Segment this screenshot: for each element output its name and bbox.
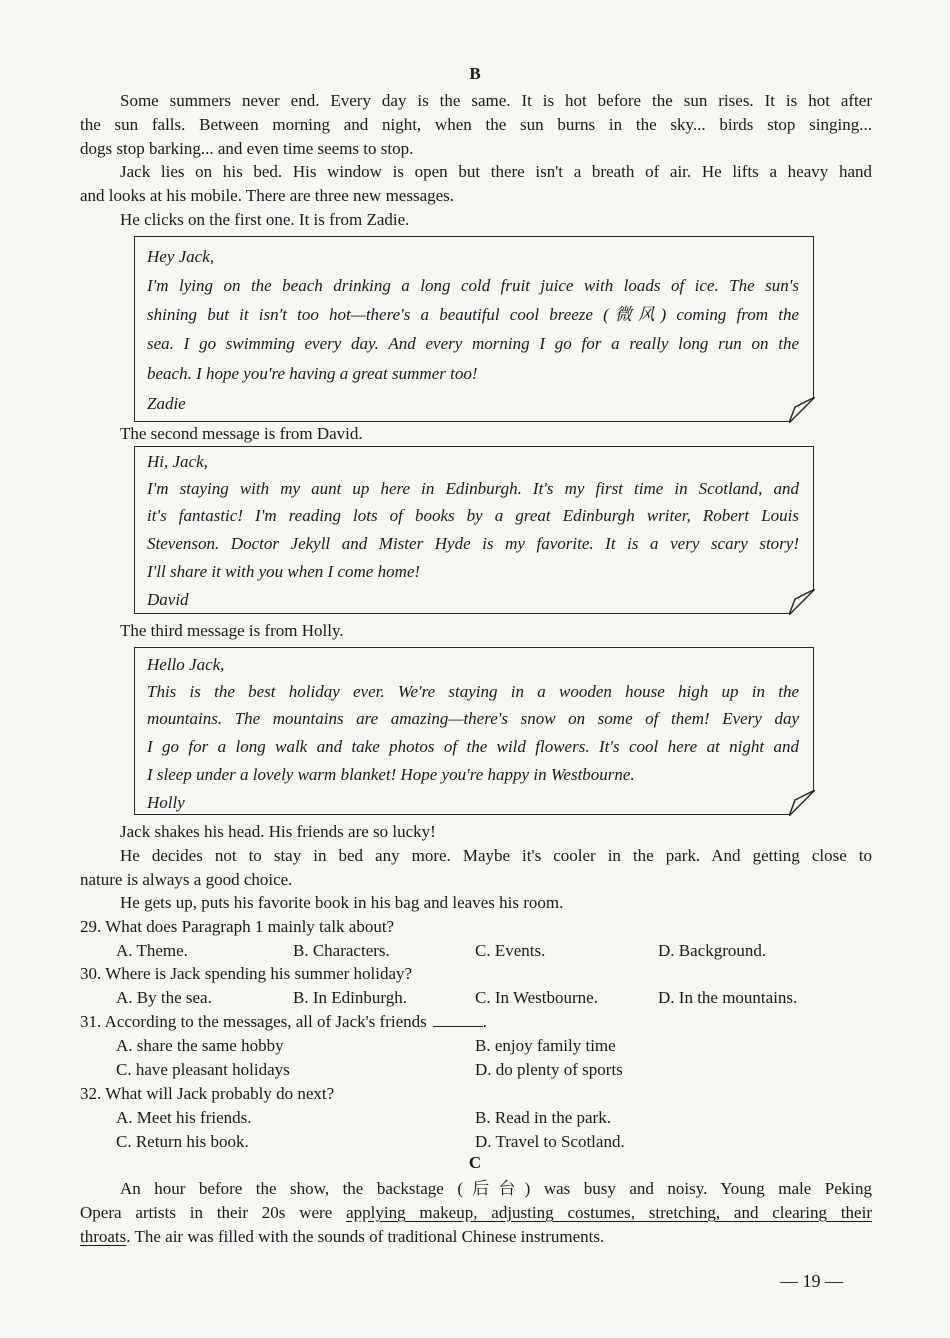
q29-option-b: B. Characters. <box>293 941 390 960</box>
message-box-zadie <box>134 236 814 422</box>
q32-option-a: A. Meet his friends. <box>116 1108 252 1127</box>
c-para-line2 <box>80 1201 872 1225</box>
c-para-line3-rest: . The air was filled with the sounds of traditional Chinese instruments. <box>126 1227 605 1246</box>
q31-option-b: B. enjoy family time <box>475 1036 616 1055</box>
msg2-line3: Stevenson. Doctor Jekyll and Mister Hyde is my favorite. It is a very scary story! <box>147 534 799 553</box>
page-fold-icon <box>789 397 815 423</box>
question-31-end: . <box>482 1012 488 1031</box>
msg3-signature: Holly <box>147 793 185 812</box>
msg2-greeting: Hi, Jack, <box>147 452 208 471</box>
section-b-heading: B <box>469 64 481 83</box>
page-fold-icon <box>789 589 815 615</box>
answer-blank <box>433 1010 483 1027</box>
para3: He clicks on the first one. It is from Zadie. <box>120 210 410 229</box>
msg1-line3: sea. I go swimming every day. And every morning I go for a really long run on the <box>147 334 799 353</box>
q30-option-b: B. In Edinburgh. <box>293 988 407 1007</box>
msg1-signature: Zadie <box>147 394 186 413</box>
message-box-holly <box>134 647 814 815</box>
msg3-greeting: Hello Jack, <box>147 655 225 674</box>
msg2-line4: I'll share it with you when I come home! <box>147 562 421 581</box>
para4: Jack shakes his head. His friends are so lucky! <box>120 822 436 841</box>
section-c-heading: C <box>468 1153 482 1172</box>
q32-option-b: B. Read in the park. <box>475 1108 611 1127</box>
intro-third-message: The third message is from Holly. <box>120 621 344 640</box>
q30-option-d: D. In the mountains. <box>658 988 798 1007</box>
question-31-text: 31. According to the messages, all of Jack's friends <box>80 1012 427 1031</box>
q31-option-c: C. have pleasant holidays <box>116 1060 290 1079</box>
c-para-line3 <box>80 1225 872 1249</box>
msg1-line4: beach. I hope you're having a great summer too! <box>147 364 478 383</box>
question-30: 30. Where is Jack spending his summer holiday? <box>80 964 413 983</box>
msg2-line1: I'm staying with my aunt up here in Edinburgh. It's my first time in Scotland, and <box>147 479 799 498</box>
msg3-line2: mountains. The mountains are amazing—there's snow on some of them! Every day <box>147 709 799 728</box>
q30-option-c: C. In Westbourne. <box>475 988 598 1007</box>
c-para-line3-underlined: throats <box>80 1227 127 1246</box>
q31-option-a: A. share the same hobby <box>116 1036 284 1055</box>
para1-line3: dogs stop barking... and even time seems to stop. <box>80 139 414 158</box>
msg1-greeting: Hey Jack, <box>147 247 215 266</box>
para2-line1: Jack lies on his bed. His window is open but there isn't a breath of air. He lifts a heavy hand <box>120 162 872 181</box>
msg1-line1: I'm lying on the beach drinking a long cold fruit juice with loads of ice. The sun's <box>147 276 799 295</box>
para6: He gets up, puts his favorite book in his bag and leaves his room. <box>120 893 564 912</box>
page-fold-icon <box>789 790 815 816</box>
para2-line2: and looks at his mobile. There are three new messages. <box>80 186 455 205</box>
q29-option-a: A. Theme. <box>116 941 188 960</box>
q29-option-c: C. Events. <box>475 941 546 960</box>
c-para-line2-underlined: applying makeup, adjusting costumes, stretching, and clearing their <box>346 1203 872 1222</box>
c-para-line1: An hour before the show, the backstage (后台) was busy and noisy. Young male Peking <box>120 1179 872 1198</box>
message-box-david <box>134 446 814 614</box>
page-number: — 19 — <box>780 1271 843 1291</box>
msg1-line2: shining but it isn't too hot—there's a beautiful cool breeze (微风) coming from the <box>147 305 799 324</box>
question-32: 32. What will Jack probably do next? <box>80 1084 335 1103</box>
msg3-line1: This is the best holiday ever. We're staying in a wooden house high up in the <box>147 682 799 701</box>
q30-option-a: A. By the sea. <box>116 988 212 1007</box>
intro-second-message: The second message is from David. <box>120 424 363 443</box>
q32-option-c: C. Return his book. <box>116 1132 249 1151</box>
q31-option-d: D. do plenty of sports <box>475 1060 623 1079</box>
para1-line2: the sun falls. Between morning and night, when the sun burns in the sky... birds stop singing... <box>80 115 872 134</box>
para5-line2: nature is always a good choice. <box>80 870 293 889</box>
question-29: 29. What does Paragraph 1 mainly talk about? <box>80 917 395 936</box>
question-31 <box>80 1010 487 1034</box>
c-para-line2-plain: Opera artists in their 20s were <box>80 1203 347 1222</box>
msg3-line3: I go for a long walk and take photos of the wild flowers. It's cool here at night and <box>147 737 799 756</box>
msg3-line4: I sleep under a lovely warm blanket! Hope you're happy in Westbourne. <box>147 765 635 784</box>
msg2-line2: it's fantastic! I'm reading lots of books by a great Edinburgh writer, Robert Louis <box>147 506 799 525</box>
para1-line1: Some summers never end. Every day is the same. It is hot before the sun rises. It is hot after <box>120 91 872 110</box>
msg2-signature: David <box>147 590 189 609</box>
q32-option-d: D. Travel to Scotland. <box>475 1132 625 1151</box>
q29-option-d: D. Background. <box>658 941 767 960</box>
para5-line1: He decides not to stay in bed any more. Maybe it's cooler in the park. And getting close to <box>120 846 872 865</box>
